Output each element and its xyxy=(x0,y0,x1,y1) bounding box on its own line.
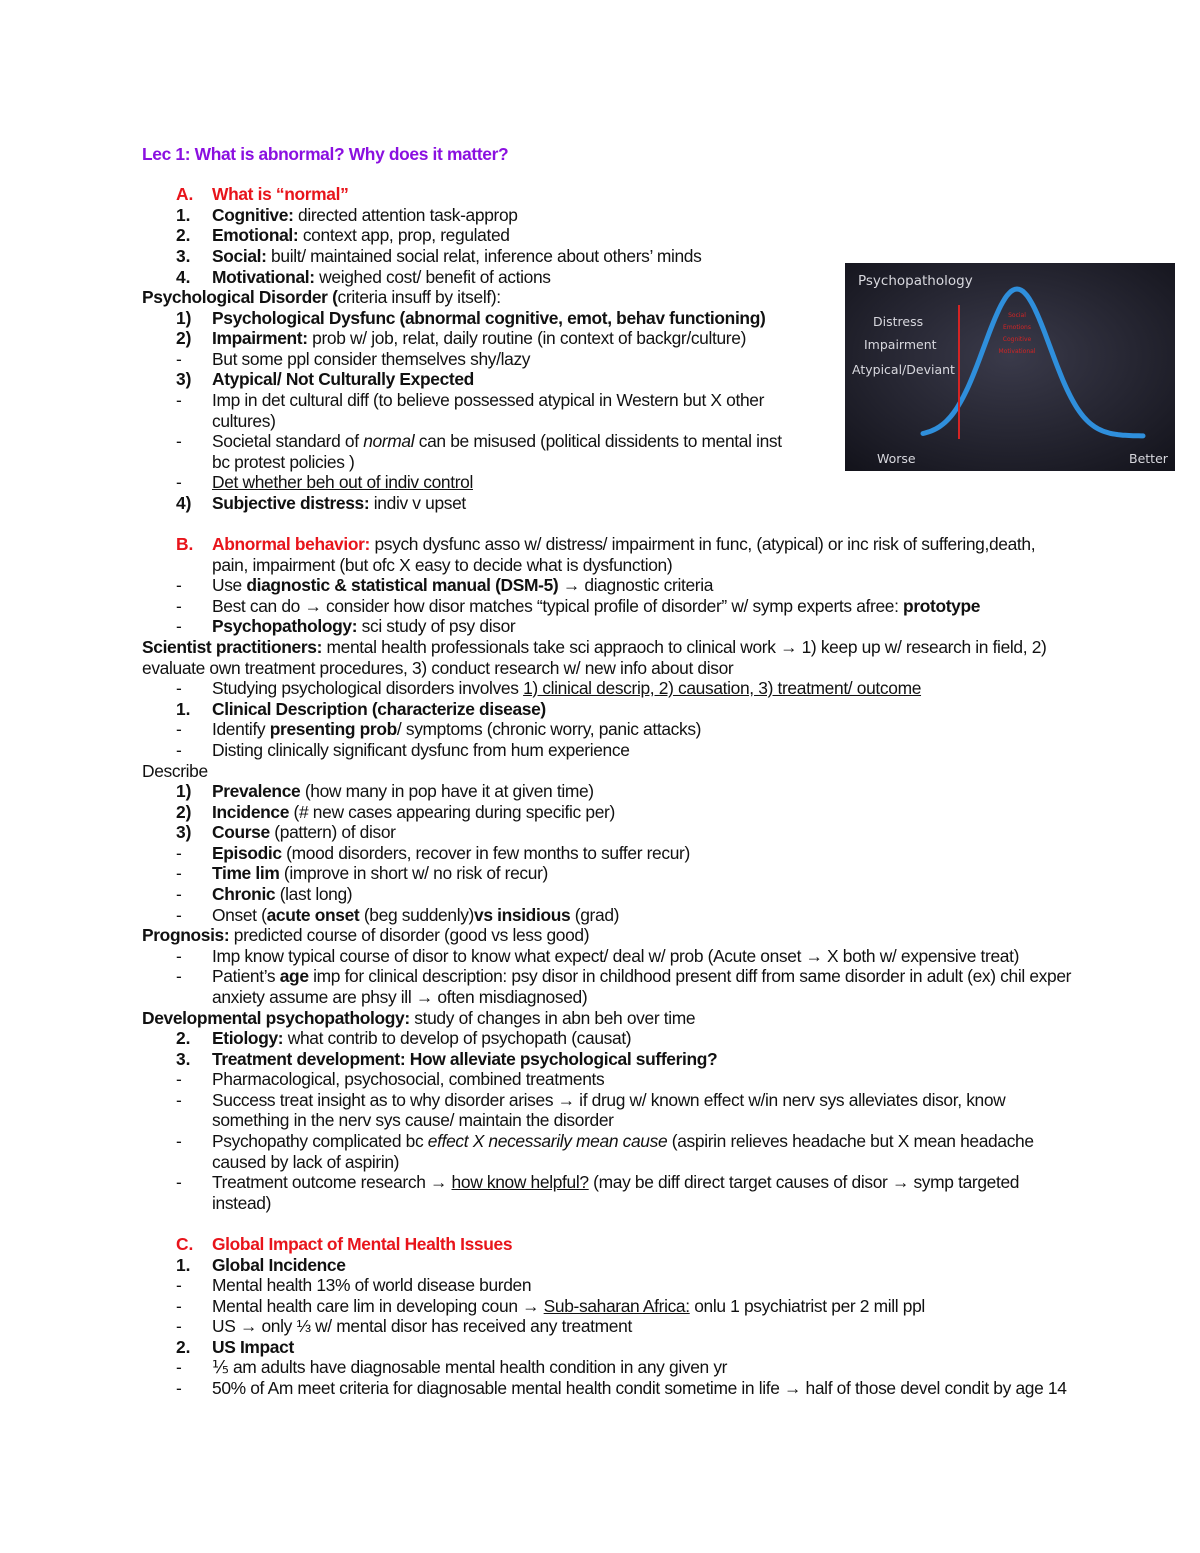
list-marker: - xyxy=(176,740,182,760)
text-segment: Onset ( xyxy=(212,905,267,925)
text-segment: (mood disorders, recover in few months to suffer recur) xyxy=(281,843,690,863)
text-segment: (last long) xyxy=(275,884,353,904)
text-segment: Prognosis: xyxy=(142,925,230,945)
text-segment: evaluate own treatment procedures, 3) conduct research w/ new info about disor xyxy=(142,658,734,678)
text-line xyxy=(212,1090,1005,1110)
text-segment: / symptoms (chronic worry, panic attacks) xyxy=(396,719,702,739)
text-line xyxy=(212,184,348,204)
text-segment: Lec 1: What is abnormal? Why does it matter? xyxy=(142,144,509,164)
text-segment: Psychological Disorder ( xyxy=(142,287,338,307)
text-segment: Societal standard of xyxy=(212,431,364,451)
text-line xyxy=(212,1296,925,1316)
text-segment: criteria insuff by itself): xyxy=(337,287,501,307)
text-segment: (improve in short w/ no risk of recur) xyxy=(279,863,548,883)
text-segment: Impairment: xyxy=(212,328,308,348)
text-line xyxy=(212,699,546,719)
text-segment: effect X necessarily mean cause xyxy=(427,1131,668,1151)
curve-label-motivational: Motivational xyxy=(998,348,1036,355)
text-line xyxy=(212,431,782,451)
text-segment: Subjective distress: xyxy=(212,493,370,513)
text-line xyxy=(142,287,501,307)
text-segment: bc protest policies ) xyxy=(212,452,355,472)
text-line xyxy=(212,555,672,575)
list-marker: - xyxy=(176,946,182,966)
text-segment: Abnormal behavior: xyxy=(212,534,370,554)
text-segment: (pattern) of disor xyxy=(269,822,396,842)
list-marker: - xyxy=(176,1357,182,1377)
text-line xyxy=(212,225,510,245)
text-segment: Psychological Dysfunc (abnormal cognitive, emot, behav functioning) xyxy=(212,308,766,328)
text-segment: (aspirin relieves headache but X mean headache xyxy=(667,1131,1034,1151)
text-line xyxy=(212,678,921,698)
text-segment: (# new cases appearing during specific per) xyxy=(289,802,615,822)
text-segment: Describe xyxy=(142,761,208,781)
list-marker: - xyxy=(176,349,182,369)
text-segment: Motivational: xyxy=(212,267,315,287)
text-segment: psych dysfunc asso w/ distress/ impairment in func, (atypical) or inc risk of suffering,death, xyxy=(369,534,1036,554)
text-segment: Etiology: xyxy=(212,1028,284,1048)
text-segment: Global Impact of Mental Health Issues xyxy=(212,1234,513,1254)
text-segment: Success treat insight as to why disorder arises → if drug w/ known effect w/in nerv sys alleviates disor, know xyxy=(212,1090,1006,1110)
text-segment: Prevalence xyxy=(212,781,301,801)
text-segment: acute onset xyxy=(266,905,360,925)
text-segment: vs insidious xyxy=(474,905,571,925)
text-line xyxy=(212,534,1035,554)
text-segment: 1) clinical descrip, 2) causation, 3) treatment/ outcome xyxy=(523,678,922,698)
list-marker: - xyxy=(176,1296,182,1316)
text-line xyxy=(212,472,473,492)
curve-label-social: Social xyxy=(1008,312,1026,319)
text-segment: Incidence xyxy=(212,802,290,822)
list-marker: - xyxy=(176,1275,182,1295)
list-marker: - xyxy=(176,1069,182,1089)
list-marker: 2. xyxy=(176,1028,191,1048)
list-marker: - xyxy=(176,431,182,451)
list-marker: A. xyxy=(176,184,194,204)
text-segment: What is “normal” xyxy=(212,184,349,204)
text-line xyxy=(212,1049,717,1069)
text-line xyxy=(212,575,713,595)
text-segment: cultures) xyxy=(212,411,276,431)
text-segment: Developmental psychopathology: xyxy=(142,1008,410,1028)
text-segment: pain, impairment (but ofc X easy to decide what is dysfunction) xyxy=(212,555,673,575)
text-segment: caused by lack of aspirin) xyxy=(212,1152,400,1172)
text-line xyxy=(142,1008,695,1028)
text-segment: built/ maintained social relat, inference about others’ minds xyxy=(266,246,702,266)
list-marker: - xyxy=(176,575,182,595)
text-line xyxy=(212,1131,1034,1151)
list-marker: - xyxy=(176,1378,182,1398)
text-segment: Global Incidence xyxy=(212,1255,346,1275)
text-segment: Chronic xyxy=(212,884,276,904)
list-marker: B. xyxy=(176,534,194,554)
text-segment: something in the nerv sys cause/ maintain the disorder xyxy=(212,1110,614,1130)
list-marker: - xyxy=(176,1090,182,1110)
list-marker: - xyxy=(176,1316,182,1336)
text-line xyxy=(212,452,354,472)
text-segment: Treatment outcome research → xyxy=(212,1172,452,1192)
text-segment: Mental health care lim in developing coun → xyxy=(212,1296,544,1316)
text-segment: anxiety assume are phsy ill → often misdiagnosed) xyxy=(212,987,588,1007)
text-segment: can be misused (political dissidents to mental inst xyxy=(414,431,782,451)
text-segment: Pharmacological, psychosocial, combined treatments xyxy=(212,1069,605,1089)
text-line xyxy=(212,616,515,636)
text-line xyxy=(212,946,1019,966)
list-marker: - xyxy=(176,966,182,986)
text-segment: But some ppl consider themselves shy/lazy xyxy=(212,349,531,369)
text-segment: Disting clinically significant dysfunc from hum experience xyxy=(212,740,630,760)
text-segment: Use xyxy=(212,575,247,595)
list-marker: - xyxy=(176,596,182,616)
list-marker: - xyxy=(176,678,182,698)
list-marker: - xyxy=(176,616,182,636)
text-segment: Time lim xyxy=(212,863,280,883)
text-segment: prototype xyxy=(903,596,981,616)
list-marker: - xyxy=(176,884,182,904)
text-segment: → diagnostic criteria xyxy=(558,575,714,595)
list-marker: - xyxy=(176,863,182,883)
text-segment: prob w/ job, relat, daily routine (in context of backgr/culture) xyxy=(307,328,747,348)
list-marker: - xyxy=(176,905,182,925)
text-segment: Psychopathy complicated bc xyxy=(212,1131,428,1151)
curve-label-cognitive: Cognitive xyxy=(1002,336,1032,343)
text-line xyxy=(212,267,551,287)
text-line xyxy=(212,719,701,739)
text-line xyxy=(212,1357,727,1377)
text-segment: Clinical Description (characterize disease) xyxy=(212,699,546,719)
text-line xyxy=(212,1069,604,1089)
list-marker: - xyxy=(176,1131,182,1151)
text-line xyxy=(212,1337,294,1357)
text-segment: (beg suddenly) xyxy=(359,905,474,925)
list-marker: 1) xyxy=(176,781,192,801)
text-segment: (may be diff direct target causes of disor → symp targeted xyxy=(588,1172,1020,1192)
list-marker: - xyxy=(176,719,182,739)
list-marker: 1. xyxy=(176,205,191,225)
text-segment: instead) xyxy=(212,1193,272,1213)
text-line xyxy=(212,843,690,863)
text-line xyxy=(212,1234,512,1254)
text-line xyxy=(212,205,518,225)
text-line xyxy=(212,596,980,616)
text-line xyxy=(212,493,466,513)
text-segment: Imp in det cultural diff (to believe possessed atypical in Western but X other xyxy=(212,390,765,410)
list-marker: - xyxy=(176,472,182,492)
axis-label-better: Better xyxy=(1129,451,1168,466)
text-segment: normal xyxy=(363,431,415,451)
text-line xyxy=(212,966,1071,986)
text-segment: what contrib to develop of psychopath (causat) xyxy=(283,1028,632,1048)
text-line xyxy=(212,1172,1019,1192)
text-line xyxy=(212,863,548,883)
text-segment: US → only ⅓ w/ mental disor has received any treatment xyxy=(212,1316,632,1336)
text-line xyxy=(212,1378,1067,1398)
text-line xyxy=(212,1110,614,1130)
psychopathology-diagram xyxy=(845,263,1175,471)
text-segment: weighed cost/ benefit of actions xyxy=(314,267,551,287)
text-segment: (grad) xyxy=(570,905,620,925)
text-segment: Cognitive: xyxy=(212,205,294,225)
text-line xyxy=(212,905,619,925)
text-segment: imp for clinical description: psy disor in childhood present diff from same disorder in adult (ex) chil exper xyxy=(308,966,1072,986)
text-line xyxy=(212,884,352,904)
text-line xyxy=(212,1028,631,1048)
text-segment: Sub-saharan Africa: xyxy=(543,1296,690,1316)
label-distress: Distress xyxy=(873,314,924,329)
text-line xyxy=(212,411,276,431)
list-marker: - xyxy=(176,1172,182,1192)
text-segment: US Impact xyxy=(212,1337,294,1357)
text-segment: Atypical/ Not Culturally Expected xyxy=(212,369,474,389)
curve-label-emotions: Emotions xyxy=(1003,324,1031,331)
text-line xyxy=(212,328,746,348)
text-segment: Episodic xyxy=(212,843,282,863)
label-impairment: Impairment xyxy=(864,337,937,352)
text-segment: Imp know typical course of disor to know what expect/ deal w/ prob (Acute onset → X both w/ expensive treat) xyxy=(212,946,1020,966)
text-line xyxy=(212,987,587,1007)
text-segment: Patient’s xyxy=(212,966,280,986)
text-line xyxy=(212,390,764,410)
text-line xyxy=(212,1275,531,1295)
text-segment: Treatment development: How alleviate psychological suffering? xyxy=(212,1049,718,1069)
psychopathology-figure xyxy=(845,263,1175,471)
text-line xyxy=(212,822,396,842)
list-marker: - xyxy=(176,843,182,863)
list-marker: 2) xyxy=(176,328,192,348)
list-marker: C. xyxy=(176,1234,194,1254)
text-segment: age xyxy=(279,966,309,986)
figure-title: Psychopathology xyxy=(858,273,973,289)
list-marker: 1. xyxy=(176,699,191,719)
text-segment: ⅕ am adults have diagnosable mental health condition in any given yr xyxy=(212,1357,728,1377)
text-segment: presenting prob xyxy=(269,719,397,739)
list-marker: 3) xyxy=(176,369,192,389)
list-marker: - xyxy=(176,390,182,410)
text-segment: Social: xyxy=(212,246,267,266)
text-line xyxy=(212,246,701,266)
text-line xyxy=(212,308,765,328)
text-line xyxy=(212,1152,399,1172)
list-marker: 2. xyxy=(176,225,191,245)
list-marker: 4. xyxy=(176,267,191,287)
text-segment: Best can do → consider how disor matches “typical profile of disorder” w/ symp experts afree: xyxy=(212,596,904,616)
text-segment: (how many in pop have it at given time) xyxy=(300,781,594,801)
text-line xyxy=(212,1193,271,1213)
text-segment: Course xyxy=(212,822,270,842)
text-segment: directed attention task-approp xyxy=(293,205,518,225)
text-segment: diagnostic & statistical manual (DSM-5) xyxy=(246,575,559,595)
list-marker: 4) xyxy=(176,493,192,513)
text-line xyxy=(212,802,615,822)
text-segment: Mental health 13% of world disease burden xyxy=(212,1275,532,1295)
text-segment: context app, prop, regulated xyxy=(298,225,510,245)
text-line xyxy=(142,925,589,945)
text-line xyxy=(142,658,733,678)
text-segment: how know helpful? xyxy=(451,1172,589,1192)
text-line xyxy=(142,144,508,164)
list-marker: 3. xyxy=(176,1049,191,1069)
text-segment: Det whether beh out of indiv control xyxy=(212,472,473,492)
text-line xyxy=(212,781,594,801)
axis-label-worse: Worse xyxy=(877,451,916,466)
text-line xyxy=(212,1255,346,1275)
list-marker: 2. xyxy=(176,1337,191,1357)
text-line xyxy=(212,740,630,760)
text-line xyxy=(142,637,1046,657)
text-segment: 50% of Am meet criteria for diagnosable mental health condit sometime in life → half of those devel condit by age 14 xyxy=(212,1378,1067,1398)
text-segment: indiv v upset xyxy=(369,493,466,513)
list-marker: 1. xyxy=(176,1255,191,1275)
text-line xyxy=(212,349,530,369)
label-atypical-deviant: Atypical/Deviant xyxy=(852,362,955,377)
list-marker: 3. xyxy=(176,246,191,266)
text-line xyxy=(212,1316,632,1336)
list-marker: 2) xyxy=(176,802,192,822)
list-marker: 1) xyxy=(176,308,192,328)
text-segment: study of changes in abn beh over time xyxy=(409,1008,696,1028)
text-line xyxy=(212,369,474,389)
text-segment: predicted course of disorder (good vs less good) xyxy=(229,925,590,945)
text-segment: mental health professionals take sci appraoch to clinical work → 1) keep up w/ research in field, 2) xyxy=(322,637,1047,657)
text-segment: sci study of psy disor xyxy=(357,616,516,636)
text-segment: Emotional: xyxy=(212,225,299,245)
text-segment: Identify xyxy=(212,719,270,739)
text-segment: Studying psychological disorders involves xyxy=(212,678,524,698)
text-segment: Psychopathology: xyxy=(212,616,358,636)
text-line xyxy=(142,761,208,781)
text-segment: onlu 1 psychiatrist per 2 mill ppl xyxy=(689,1296,925,1316)
list-marker: 3) xyxy=(176,822,192,842)
text-segment: Scientist practitioners: xyxy=(142,637,323,657)
